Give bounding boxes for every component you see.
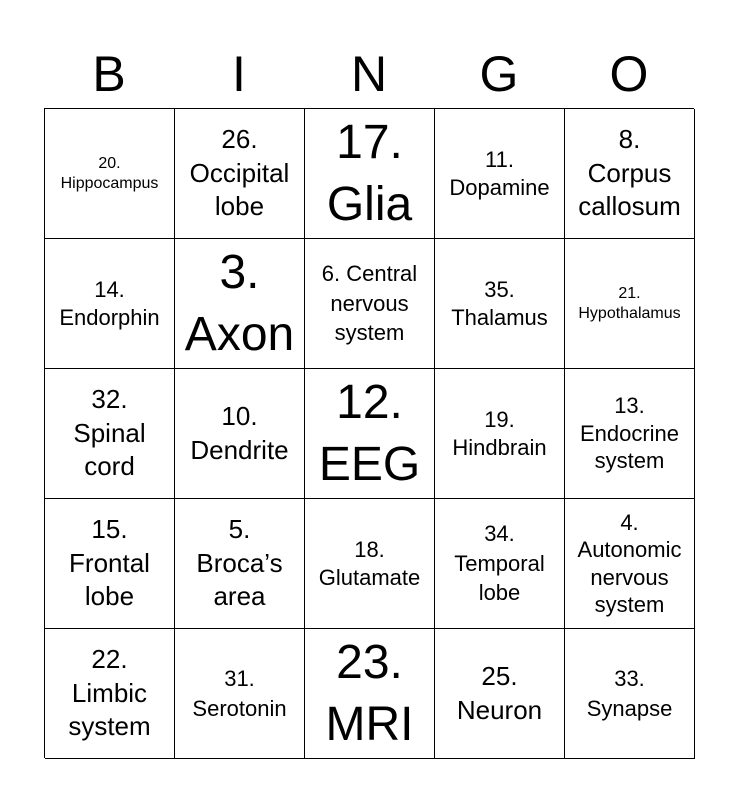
- cell-label: 17. Glia: [326, 116, 413, 231]
- header-letter-b: B: [92, 46, 126, 102]
- bingo-cell[interactable]: [565, 369, 695, 499]
- cell-label: 32. Spinal cord: [73, 383, 146, 482]
- bingo-cell[interactable]: [305, 239, 435, 369]
- cell-label: 31. Serotonin: [192, 665, 287, 721]
- bingo-cell[interactable]: [565, 239, 695, 369]
- bingo-header: [44, 40, 694, 108]
- cell-label: 22. Limbic system: [68, 643, 151, 742]
- cell-label: 33. Synapse: [586, 665, 673, 721]
- bingo-cell[interactable]: [435, 499, 565, 629]
- bingo-cell[interactable]: [305, 109, 435, 239]
- cell-label: 34. Temporal lobe: [454, 520, 545, 606]
- cell-label: 15. Frontal lobe: [69, 513, 150, 612]
- cell-label: 14. Endorphin: [59, 277, 160, 330]
- cell-label: 25. Neuron: [456, 660, 543, 725]
- cell-label: 19. Hindbrain: [452, 407, 547, 460]
- bingo-cell[interactable]: [45, 369, 175, 499]
- cell-label: 4. Autonomic nervous system: [577, 509, 682, 617]
- header-letter-g: G: [479, 46, 519, 102]
- cell-label: 26. Occipital lobe: [189, 123, 290, 222]
- cell-label: 10. Dendrite: [190, 400, 289, 465]
- bingo-cell[interactable]: [45, 109, 175, 239]
- cell-label: 5. Broca’s area: [196, 513, 283, 612]
- bingo-cell[interactable]: [45, 239, 175, 369]
- bingo-cell[interactable]: [175, 109, 305, 239]
- bingo-cell[interactable]: [565, 629, 695, 759]
- cell-label: 3. Axon: [184, 246, 295, 361]
- bingo-cell[interactable]: [305, 499, 435, 629]
- bingo-cell[interactable]: [45, 629, 175, 759]
- bingo-cell[interactable]: [45, 499, 175, 629]
- cell-label: 8. Corpus callosum: [578, 123, 681, 222]
- bingo-cell[interactable]: [435, 369, 565, 499]
- bingo-cell[interactable]: [175, 239, 305, 369]
- bingo-cell[interactable]: [175, 499, 305, 629]
- bingo-cell[interactable]: [565, 499, 695, 629]
- bingo-cell[interactable]: [565, 109, 695, 239]
- cell-label: 13. Endocrine system: [579, 393, 680, 474]
- cell-label: 23. MRI: [325, 636, 414, 751]
- header-letter-i: I: [232, 46, 246, 102]
- bingo-cell[interactable]: [175, 629, 305, 759]
- bingo-cell[interactable]: [175, 369, 305, 499]
- cell-label: 35. Thalamus: [451, 277, 548, 330]
- cell-label: 20. Hippocampus: [60, 155, 159, 192]
- cell-label: 12. EEG: [318, 376, 421, 491]
- cell-label: 11. Dopamine: [449, 147, 550, 200]
- bingo-cell[interactable]: [435, 109, 565, 239]
- bingo-cell[interactable]: [435, 629, 565, 759]
- header-letter-o: O: [609, 46, 649, 102]
- cell-label: 21. Hypothalamus: [578, 285, 681, 322]
- bingo-cell[interactable]: [305, 629, 435, 759]
- bingo-cell[interactable]: [305, 369, 435, 499]
- header-letter-n: N: [350, 46, 388, 102]
- bingo-board: [44, 108, 694, 758]
- cell-label: 18. Glutamate: [318, 537, 421, 590]
- cell-label: 6. Central nervous system: [321, 260, 418, 346]
- bingo-cell[interactable]: [435, 239, 565, 369]
